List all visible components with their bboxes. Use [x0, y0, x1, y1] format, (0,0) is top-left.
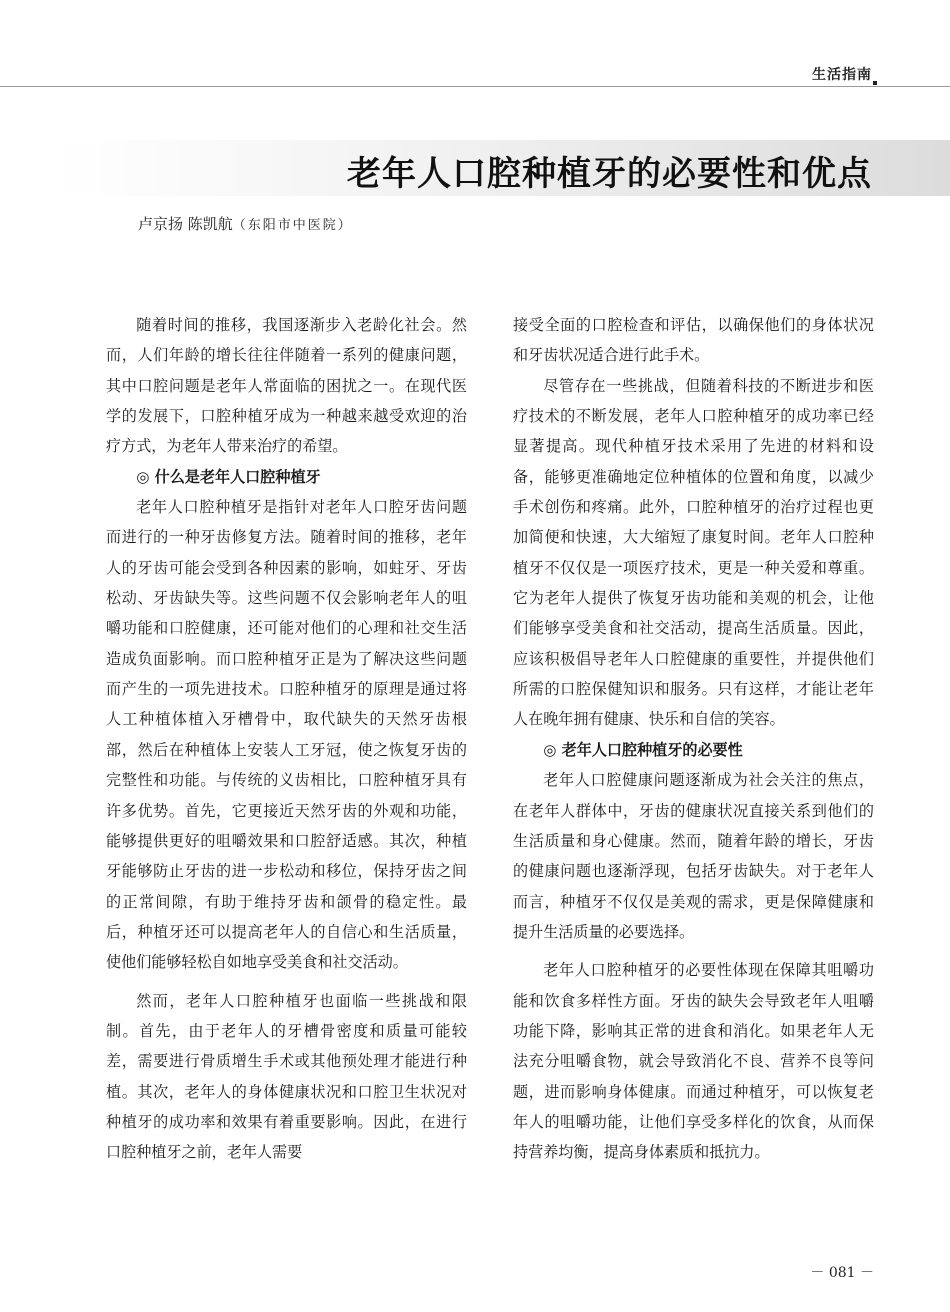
article-title: 老年人口腔种植牙的必要性和优点 [347, 154, 872, 194]
paragraph: 然而，老年人口腔种植牙也面临一些挑战和限制。首先，由于老年人的牙槽骨密度和质量可能较差，需要进行骨质增生手术或其他预处理才能进行种植。其次，老年人的身体健康状况和口腔卫生状况对种植牙的成功率和效果有着重要影响。因此，在进行口腔种植牙之前，老年人需要 [106, 991, 467, 1162]
paragraph: 老年人口腔健康问题逐渐成为社会关注的焦点，在老年人群体中，牙齿的健康状况直接关系到他们的生活质量和身心健康。然而，随着年龄的增长，牙齿的健康问题也逐渐浮现，包括牙齿缺失。对于老年人而言，种植牙不仅仅是美观的需求，更是保障健康和提升生活质量的必要选择。 [513, 771, 874, 941]
section-label: 生活指南 [812, 67, 872, 83]
left-column [106, 310, 467, 1168]
page-number: － 081 － [810, 1265, 874, 1281]
header-rule [0, 86, 950, 87]
paragraph: 老年人口腔种植牙是指针对老年人口腔牙齿问题而进行的一种牙齿修复方法。随着时间的推移，老年人的牙齿可能会受到各种因素的影响，如蛀牙、牙齿松动、牙齿缺失等。这些问题不仅会影响老年人的咀嚼功能和口腔健康，还可能对他们的心理和社交生活造成负面影响。而口腔种植牙正是为了解决这些问题而产生的一项先进技术。口腔种植牙的原理是通过将人工种植体植入牙槽骨中，取代缺失的天然牙齿根部，然后在种植体上安装人工牙冠，使之恢复牙齿的完整性和功能。与传统的义齿相比，口腔种植牙具有许多优势。首先，它更接近天然牙齿的外观和功能，能够提供更好的咀嚼效果和口腔舒适感。其次，种植牙能够防止牙齿的进一步松动和移位，保持牙齿之间的正常间隙，有助于维持牙齿和颌骨的稳定性。最后，种植牙还可以提高老年人的自信心和生活质量，使他们能够轻松自如地享受美食和社交活动。 [106, 498, 467, 972]
section-heading-necessity: ◎ 老年人口腔种植牙的必要性 [543, 740, 743, 759]
affiliation: （东阳市中医院） [232, 218, 353, 233]
section-heading-what-is: ◎ 什么是老年人口腔种植牙 [136, 467, 321, 486]
right-column [513, 310, 874, 1168]
paragraph: 随着时间的推移，我国逐渐步入老龄化社会。然而，人们年龄的增长往往伴随着一系列的健康问题，其中口腔问题是老年人常面临的困扰之一。在现代医学的发展下，口腔种植牙成为一种越来越受欢迎的治疗方式，为老年人带来治疗的希望。 [106, 316, 467, 456]
paragraph: 老年人口腔种植牙的必要性体现在保障其咀嚼功能和饮食多样性方面。牙齿的缺失会导致老年人咀嚼功能下降，影响其正常的进食和消化。如果老年人无法充分咀嚼食物，就会导致消化不良、营养不良等问题，进而影响身体健康。而通过种植牙，可以恢复老年人的咀嚼功能，让他们享受多样化的饮食，从而保持营养均衡，提高身体素质和抵抗力。 [513, 961, 874, 1162]
paragraph: 尽管存在一些挑战，但随着科技的不断进步和医疗技术的不断发展，老年人口腔种植牙的成功率已经显著提高。现代种植牙技术采用了先进的材料和设备，能够更准确地定位种植体的位置和角度，以减少手术创伤和疼痛。此外，口腔种植牙的治疗过程也更加简便和快速，大大缩短了康复时间。老年人口腔种植牙不仅仅是一项医疗技术，更是一种关爱和尊重。它为老年人提供了恢复牙齿功能和美观的机会，让他们能够享受美食和社交活动，提高生活质量。因此，应该积极倡导老年人口腔健康的重要性，并提供他们所需的口腔保健知识和服务。只有这样，才能让老年人在晚年拥有健康、快乐和自信的笑容。 [513, 376, 874, 729]
section-marker [873, 81, 877, 85]
paragraph-continued: 接受全面的口腔检查和评估，以确保他们的身体状况和牙齿状况适合进行此手术。 [513, 316, 874, 365]
byline [138, 213, 353, 234]
authors: 卢京扬 陈凯航 [138, 215, 233, 233]
